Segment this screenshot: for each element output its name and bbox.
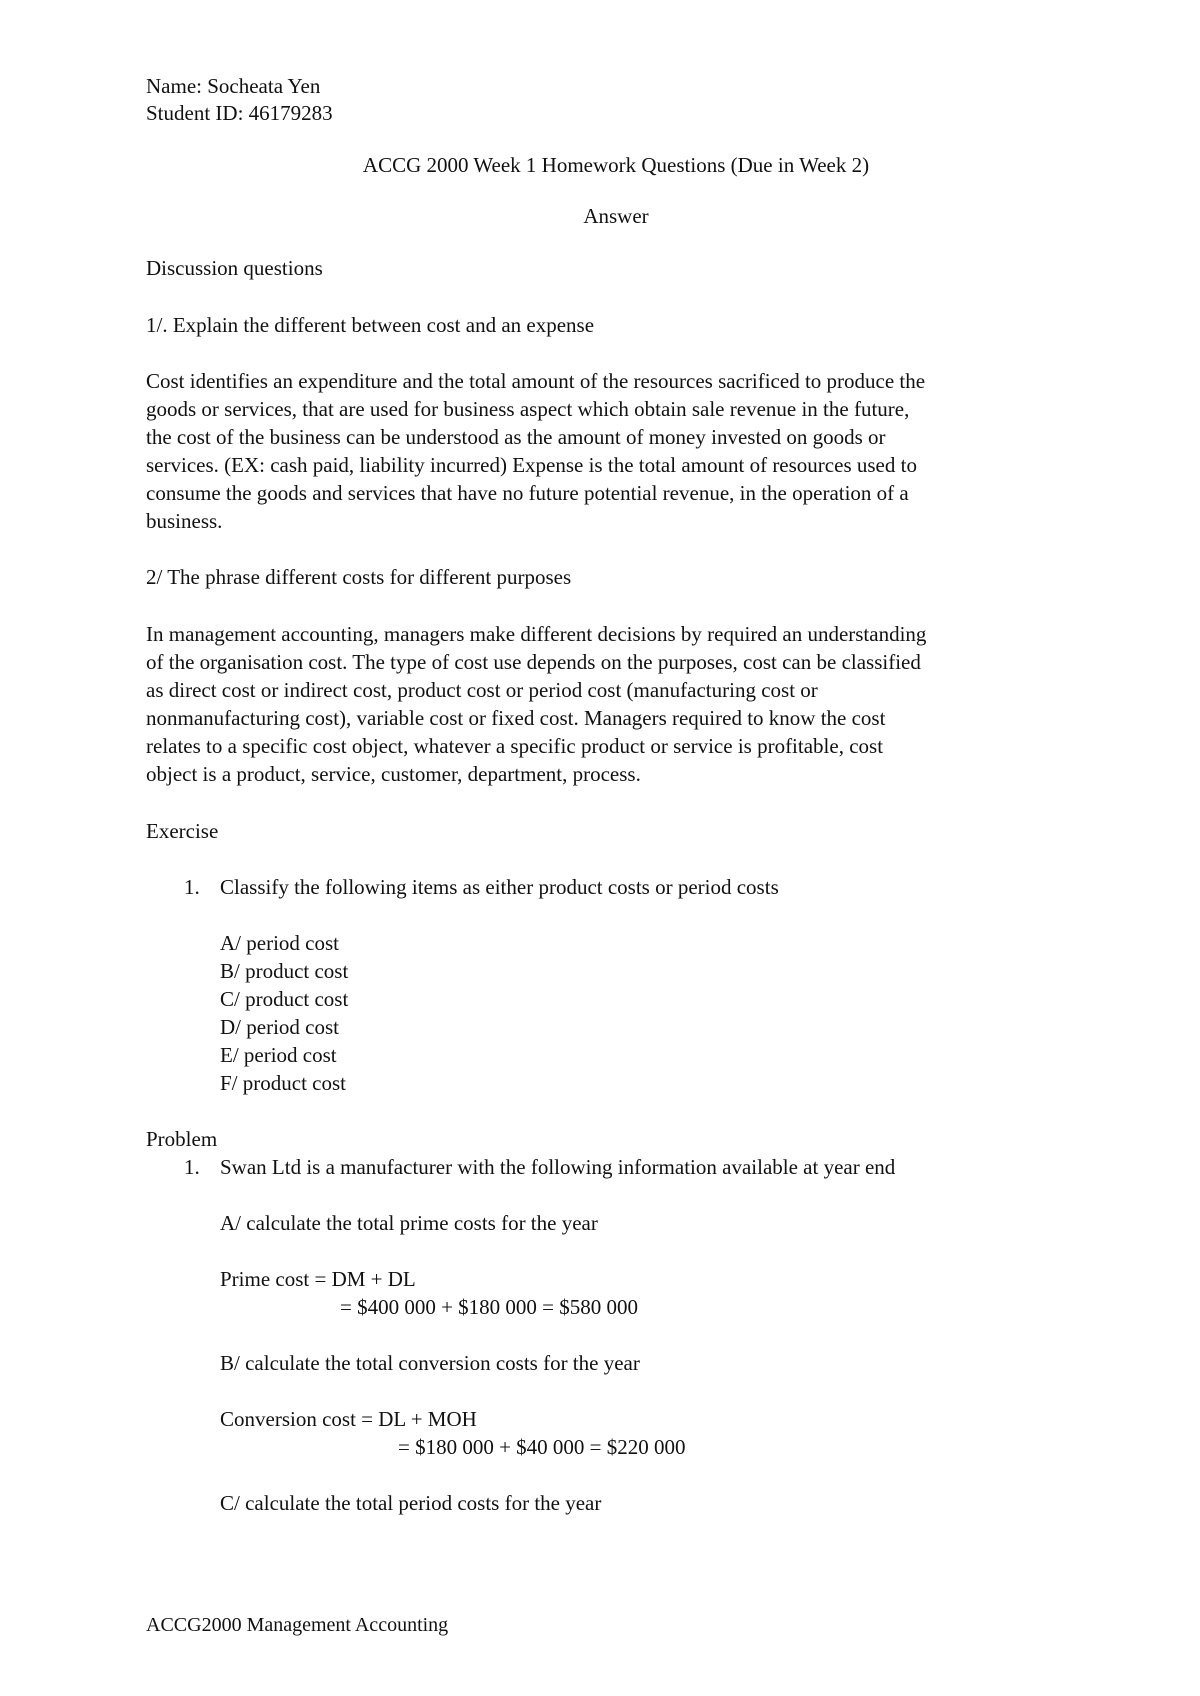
problem-item-number: 1.: [184, 1155, 200, 1179]
answer-2-line: object is a product, service, customer, department, process.: [146, 762, 641, 786]
answer-2-line: In management accounting, managers make different decisions by required an understanding: [146, 622, 927, 646]
answer-1-line: consume the goods and services that have no future potential revenue, in the operation of a: [146, 481, 909, 505]
answer-1-line: services. (EX: cash paid, liability incurred) Expense is the total amount of resources used to: [146, 453, 917, 477]
problem-item-text: Swan Ltd is a manufacturer with the following information available at year end: [220, 1155, 896, 1179]
discussion-heading: Discussion questions: [146, 256, 323, 280]
answer-2-line: nonmanufacturing cost), variable cost or fixed cost. Managers required to know the cost: [146, 706, 886, 730]
prime-cost-formula: Prime cost = DM + DL: [220, 1267, 416, 1291]
document-title: ACCG 2000 Week 1 Homework Questions (Due in Week 2): [362, 153, 870, 177]
problem-part-a: A/ calculate the total prime costs for the year: [220, 1211, 598, 1235]
question-2: 2/ The phrase different costs for different purposes: [146, 565, 572, 589]
page-footer: ACCG2000 Management Accounting: [146, 1614, 449, 1636]
answer-1-line: Cost identifies an expenditure and the total amount of the resources sacrificed to produce the: [146, 369, 926, 393]
answer-2-line: relates to a specific cost object, whatever a specific product or service is profitable, cost: [146, 734, 884, 758]
exercise-answer: C/ product cost: [220, 987, 349, 1011]
answer-1-line: business.: [146, 509, 223, 533]
problem-heading: Problem: [146, 1127, 218, 1151]
conversion-cost-result: = $180 000 + $40 000 = $220 000: [398, 1435, 686, 1459]
exercise-answer: D/ period cost: [220, 1015, 339, 1039]
exercise-item-number: 1.: [184, 875, 200, 899]
exercise-answer: F/ product cost: [220, 1071, 346, 1095]
problem-part-c: C/ calculate the total period costs for the year: [220, 1491, 602, 1515]
student-name: Name: Socheata Yen: [146, 74, 321, 98]
problem-part-b: B/ calculate the total conversion costs for the year: [220, 1351, 640, 1375]
exercise-item-text: Classify the following items as either product costs or period costs: [220, 875, 779, 899]
conversion-cost-formula: Conversion cost = DL + MOH: [220, 1407, 477, 1431]
answer-subtitle: Answer: [583, 204, 649, 228]
exercise-answer: E/ period cost: [220, 1043, 337, 1067]
exercise-heading: Exercise: [146, 819, 219, 843]
exercise-answer: B/ product cost: [220, 959, 349, 983]
student-id: Student ID: 46179283: [146, 101, 333, 125]
question-1: 1/. Explain the different between cost and an expense: [146, 313, 595, 337]
answer-1-line: goods or services, that are used for business aspect which obtain sale revenue in the future,: [146, 397, 910, 421]
prime-cost-result: = $400 000 + $180 000 = $580 000: [340, 1295, 639, 1319]
answer-2-line: of the organisation cost. The type of cost use depends on the purposes, cost can be classified: [146, 650, 921, 674]
answer-2-line: as direct cost or indirect cost, product cost or period cost (manufacturing cost or: [146, 678, 818, 702]
exercise-answer: A/ period cost: [220, 931, 339, 955]
answer-1-line: the cost of the business can be understood as the amount of money invested on goods or: [146, 425, 886, 449]
